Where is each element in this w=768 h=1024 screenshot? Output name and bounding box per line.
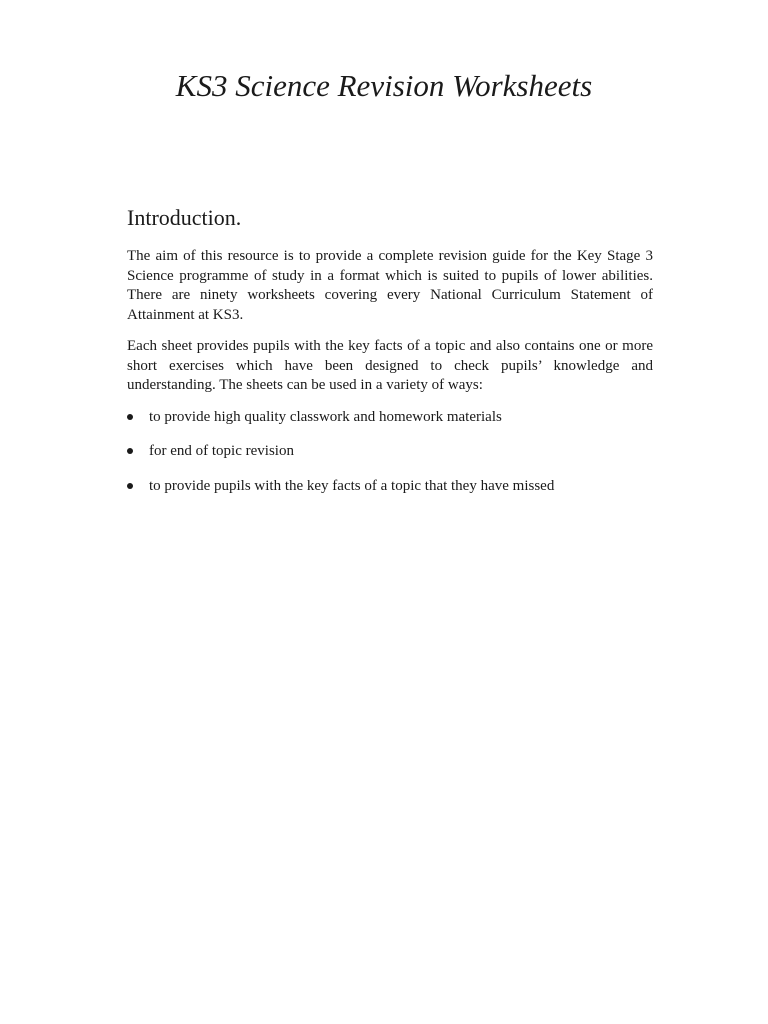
section-heading-introduction: Introduction. xyxy=(127,205,242,230)
document-title: KS3 Science Revision Worksheets xyxy=(175,68,593,103)
bullet-item-text: to provide pupils with the key facts of a topic that they have missed xyxy=(149,477,555,494)
bullet-dot-icon xyxy=(127,448,133,454)
bullet-item xyxy=(127,442,653,462)
bullet-item xyxy=(127,408,653,428)
bullet-item-text: for end of topic revision xyxy=(149,443,294,459)
bullet-item-text: to provide high quality classwork and homework materials xyxy=(149,408,502,425)
document-body xyxy=(127,203,653,511)
bullet-dot-icon xyxy=(127,414,133,420)
usage-bullet-list xyxy=(127,408,653,497)
bullet-dot-icon xyxy=(127,483,133,489)
intro-paragraph-aim: The aim of this resource is to provide a complete revision guide for the Key Stage 3 Science programme of study in a format which is suited to pupils of lower abilities. There are ninety worksheets covering every National Curriculum Statement of Attainment at KS3. xyxy=(127,248,653,323)
bullet-item xyxy=(127,477,653,497)
intro-paragraph-sheets: Each sheet provides pupils with the key facts of a topic and also contains one or more short exercises which have been designed to check pupils’ knowledge and understanding. The sheets can be used in a variety of ways: xyxy=(127,338,653,393)
